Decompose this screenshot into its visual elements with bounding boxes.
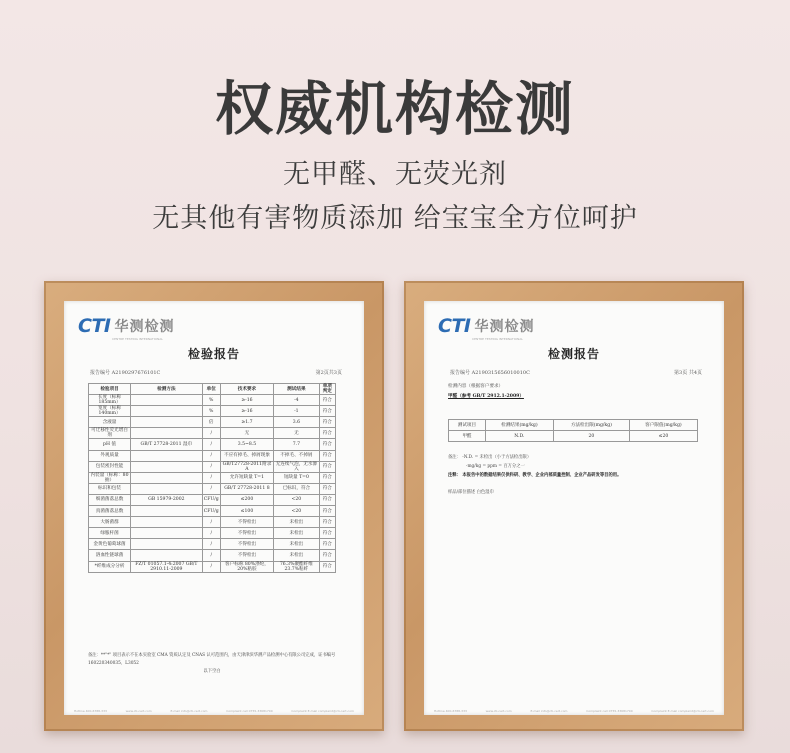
note-nd: 备注： -N.D. = 未检出（小于方法检出限） bbox=[448, 455, 532, 460]
col-header: 单位 bbox=[202, 384, 220, 395]
table-cell bbox=[131, 528, 203, 539]
table-cell: 已标识，符合 bbox=[274, 483, 319, 494]
table-cell: CFU/g bbox=[202, 494, 220, 505]
table-cell bbox=[131, 450, 203, 461]
table-cell: / bbox=[202, 450, 220, 461]
table-row bbox=[89, 539, 336, 550]
table-cell bbox=[131, 539, 203, 550]
table-cell: 符合 bbox=[319, 561, 335, 572]
table-cell: 符合 bbox=[319, 494, 335, 505]
report-title: 检验报告 bbox=[187, 347, 240, 361]
table-row bbox=[89, 450, 336, 461]
table-cell: 无 bbox=[220, 428, 273, 439]
col-header: 技术要求 bbox=[220, 384, 273, 395]
col-header: 检测方法 bbox=[131, 384, 203, 395]
table-cell bbox=[131, 417, 203, 428]
table-cell: 7.7 bbox=[274, 439, 319, 450]
table-row bbox=[89, 483, 336, 494]
cti-tagline: CENTRE TESTING INTERNATIONAL bbox=[472, 337, 523, 341]
table-cell: / bbox=[202, 439, 220, 450]
table-row bbox=[89, 561, 336, 572]
cti-logo bbox=[438, 315, 534, 337]
table-cell: 包装密封性能 bbox=[89, 461, 131, 472]
page-title: 权威机构检测 bbox=[214, 75, 575, 143]
table-cell: 符合 bbox=[319, 472, 335, 483]
table-cell: / bbox=[202, 483, 220, 494]
table-cell: 3.5~8.5 bbox=[220, 439, 273, 450]
table-cell: 大肠菌群 bbox=[89, 517, 131, 528]
table-cell: GB 15979-2002 bbox=[131, 494, 203, 505]
table-cell: 可迁移性荧光增白剂 bbox=[89, 428, 131, 439]
left-picture-frame bbox=[44, 281, 384, 731]
table-cell: -1 bbox=[274, 406, 319, 417]
subtitle-no-harmful-substances: 无其他有害物质添加 给宝宝全方位呵护 bbox=[152, 203, 638, 234]
table-cell bbox=[131, 517, 203, 528]
table-cell: 含液量 bbox=[89, 417, 131, 428]
col-header: 检验项目 bbox=[89, 384, 131, 395]
table-cell: / bbox=[202, 461, 220, 472]
table-row bbox=[89, 406, 336, 417]
cti-logo bbox=[78, 315, 174, 337]
table-cell: 不得检出 bbox=[220, 517, 273, 528]
table-cell: 细菌菌落总数 bbox=[89, 494, 131, 505]
table-cell: 符合 bbox=[319, 539, 335, 550]
footer-web: www.cti-cert.com bbox=[485, 709, 512, 713]
table-cell: 符合 bbox=[319, 406, 335, 417]
report-title: 检测报告 bbox=[547, 347, 600, 361]
table-cell: 宽度（标称 140mm） bbox=[89, 406, 131, 417]
table-cell: 真菌菌落总数 bbox=[89, 506, 131, 517]
footer-web: www.cti-cert.com bbox=[125, 709, 152, 713]
cti-logo-mark: CTI bbox=[438, 315, 471, 337]
table-cell: 3.6 bbox=[274, 417, 319, 428]
inspection-report-document bbox=[64, 301, 364, 715]
table-cell bbox=[131, 506, 203, 517]
table-cell: ≤20 bbox=[629, 431, 697, 442]
table-cell: 符合 bbox=[319, 461, 335, 472]
table-cell: GB/T 27728-2011 湿巾 bbox=[131, 439, 203, 450]
table-row bbox=[89, 439, 336, 450]
col-header: 测试项目 bbox=[449, 420, 486, 431]
footer-hotline: Hotline 400-6788-333 bbox=[434, 709, 467, 713]
table-cell bbox=[131, 395, 203, 406]
table-cell: 无 bbox=[274, 428, 319, 439]
table-cell: / bbox=[202, 517, 220, 528]
table-cell: 符合 bbox=[319, 417, 335, 428]
right-picture-frame bbox=[404, 281, 744, 731]
document-footer bbox=[434, 709, 714, 713]
table-cell: % bbox=[202, 406, 220, 417]
table-cell: 未检出 bbox=[274, 539, 319, 550]
note-ppm: -mg/kg = ppm = 百万分之一 bbox=[466, 464, 525, 469]
table-cell: *纤维成分分析 bbox=[89, 561, 131, 572]
table-cell: 符合 bbox=[319, 439, 335, 450]
table-cell: 不应有掉毛、掉屑现象 bbox=[220, 450, 273, 461]
table-cell: 符合 bbox=[319, 506, 335, 517]
table-row bbox=[89, 472, 336, 483]
table-cell bbox=[131, 406, 203, 417]
col-header: 客户限值(mg/kg) bbox=[629, 420, 697, 431]
table-row bbox=[89, 395, 336, 406]
table-cell bbox=[131, 472, 203, 483]
table-row bbox=[449, 431, 698, 442]
table-cell: N.D. bbox=[485, 431, 553, 442]
table-cell: ≤200 bbox=[220, 494, 273, 505]
table-cell: 符合 bbox=[319, 517, 335, 528]
test-report-document bbox=[424, 301, 724, 715]
table-cell: 不得检出 bbox=[220, 539, 273, 550]
table-cell: 符合 bbox=[319, 428, 335, 439]
table-row bbox=[89, 494, 336, 505]
col-header: 检测结果(mg/kg) bbox=[485, 420, 553, 431]
table-cell: / bbox=[202, 561, 220, 572]
report-notes bbox=[448, 453, 698, 497]
table-cell: 20 bbox=[553, 431, 629, 442]
table-cell: 内装量（标称：80 抽） bbox=[89, 472, 131, 483]
footer-hotline: Hotline 400-6788-333 bbox=[74, 709, 107, 713]
end-mark: 以下空白 bbox=[203, 669, 221, 674]
table-cell: 标识和包装 bbox=[89, 483, 131, 494]
table-cell: 客户标称 80%涤纶，20%粘胶 bbox=[220, 561, 273, 572]
report-notes bbox=[88, 652, 336, 676]
page-number: 第2页共3页 bbox=[315, 370, 342, 376]
table-cell: 未检出 bbox=[274, 528, 319, 539]
formaldehyde-section: 甲醛（参考 GB/T 2912.1-2009） bbox=[448, 394, 524, 399]
table-cell: 允许短缺量 T=1 bbox=[220, 472, 273, 483]
cti-logo-name: 华测检测 bbox=[114, 319, 175, 335]
report-number: 报告编号 A2190315656010010C bbox=[450, 370, 530, 376]
sample-description: 样品/部位描述 白色湿巾 bbox=[448, 490, 494, 495]
table-cell: / bbox=[202, 472, 220, 483]
footer-complaint-email: Complaint E-mail complaint@cti-cert.com bbox=[651, 709, 714, 713]
table-cell: 长度（标称 185mm） bbox=[89, 395, 131, 406]
table-cell: 符合 bbox=[319, 528, 335, 539]
table-row bbox=[89, 417, 336, 428]
table-cell: ≥-16 bbox=[220, 395, 273, 406]
table-cell: 符合 bbox=[319, 483, 335, 494]
footer-email: E-mail info@cti-cert.com bbox=[170, 709, 208, 713]
table-cell: <20 bbox=[274, 506, 319, 517]
table-cell: / bbox=[202, 428, 220, 439]
table-cell: pH 值 bbox=[89, 439, 131, 450]
table-row bbox=[89, 461, 336, 472]
report-note: 备注：**"*" 项目表示不在本实验室 CMA 资质认定及 CNAS 认可范围内，由天津津滨华测产品检测中心有限公司完成，证书编号 160220340035、L3052 bbox=[88, 653, 336, 666]
table-cell: 未检出 bbox=[274, 550, 319, 561]
table-row bbox=[89, 517, 336, 528]
subtitle-no-formaldehyde: 无甲醛、无荧光剂 bbox=[283, 159, 507, 190]
table-cell bbox=[131, 461, 203, 472]
table-cell: 76.3%聚酯纤维 23.7%粘纤 bbox=[274, 561, 319, 572]
table-cell: 倍 bbox=[202, 417, 220, 428]
inspection-results-table bbox=[88, 383, 336, 573]
formaldehyde-results-table bbox=[448, 419, 698, 442]
cti-logo-name: 华测检测 bbox=[474, 319, 535, 335]
cti-tagline: CENTRE TESTING INTERNATIONAL bbox=[112, 337, 163, 341]
table-row bbox=[89, 428, 336, 439]
col-header: 单项判定 bbox=[319, 384, 335, 395]
col-header: 测试结果 bbox=[274, 384, 319, 395]
table-cell: 绿脓杆菌 bbox=[89, 528, 131, 539]
test-content-line: 检测内容（根据客户要求） bbox=[448, 384, 504, 389]
table-cell: ≥-16 bbox=[220, 406, 273, 417]
document-footer bbox=[74, 709, 354, 713]
table-row bbox=[89, 528, 336, 539]
table-cell: GB/T 27728-2011 8 bbox=[220, 483, 273, 494]
table-cell: -4 bbox=[274, 395, 319, 406]
col-header: 方法检出限(mg/kg) bbox=[553, 420, 629, 431]
table-cell: FZ/T 01057.1-4:2007 GB/T 2910.11-2009 bbox=[131, 561, 203, 572]
table-cell: % bbox=[202, 395, 220, 406]
table-cell: 符合 bbox=[319, 395, 335, 406]
table-cell: 溶血性链球菌 bbox=[89, 550, 131, 561]
table-cell: 未检出 bbox=[274, 517, 319, 528]
table-cell: / bbox=[202, 539, 220, 550]
table-cell: 不得检出 bbox=[220, 528, 273, 539]
table-cell: 外观质量 bbox=[89, 450, 131, 461]
page-number: 第3页 共4页 bbox=[674, 370, 702, 376]
table-cell bbox=[131, 483, 203, 494]
note-disclaimer: 注释： 本报告中的数据结果仅供科研、教学、企业内部质量控制、企业产品研发等目的用。 bbox=[448, 473, 622, 478]
table-cell: 不得检出 bbox=[220, 550, 273, 561]
table-cell: 金黄色葡萄球菌 bbox=[89, 539, 131, 550]
footer-email: E-mail info@cti-cert.com bbox=[530, 709, 568, 713]
table-cell: ≥1.7 bbox=[220, 417, 273, 428]
table-cell: 不掉毛、不掉屑 bbox=[274, 450, 319, 461]
table-cell: <20 bbox=[274, 494, 319, 505]
report-number: 报告编号 A2190297676101C bbox=[90, 370, 161, 376]
table-cell: / bbox=[202, 550, 220, 561]
footer-complaint-email: Complaint E-mail complaint@cti-cert.com bbox=[291, 709, 354, 713]
footer-complaint-call: Complaint call 0755-33681700 bbox=[586, 709, 633, 713]
table-cell: 符合 bbox=[319, 450, 335, 461]
table-cell: GB/T27728-2011附录 A bbox=[220, 461, 273, 472]
table-cell: 短缺量 T=0 bbox=[274, 472, 319, 483]
table-row bbox=[89, 550, 336, 561]
table-cell: 甲醛 bbox=[449, 431, 486, 442]
table-cell: / bbox=[202, 528, 220, 539]
footer-complaint-call: Complaint call 0755-33681700 bbox=[226, 709, 273, 713]
table-cell: CFU/g bbox=[202, 506, 220, 517]
table-cell bbox=[131, 428, 203, 439]
table-cell: ≤100 bbox=[220, 506, 273, 517]
table-cell: 无连续气泡，无水渗入 bbox=[274, 461, 319, 472]
table-cell bbox=[131, 550, 203, 561]
table-row bbox=[89, 506, 336, 517]
table-cell: 符合 bbox=[319, 550, 335, 561]
cti-logo-mark: CTI bbox=[78, 315, 111, 337]
